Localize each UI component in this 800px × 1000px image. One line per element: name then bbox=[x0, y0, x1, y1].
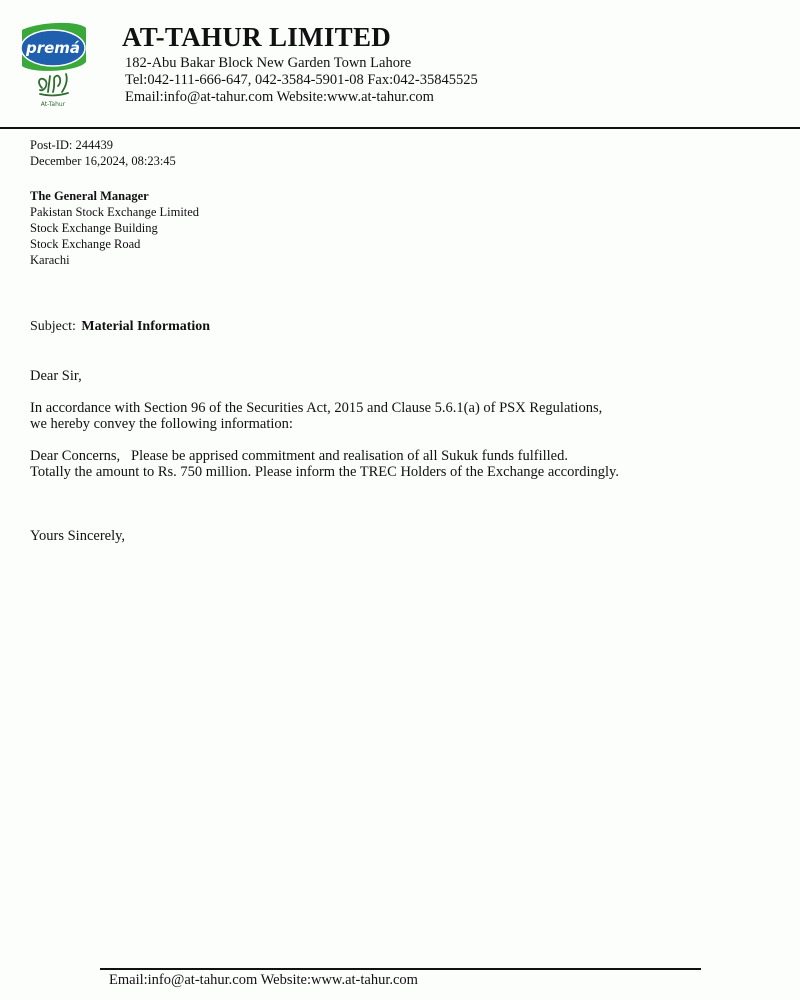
logo-sub-text: At-Tahur bbox=[40, 101, 66, 108]
company-email-website: Email:info@at-tahur.com Website:www.at-tahur.com bbox=[125, 89, 434, 105]
subject-line bbox=[30, 319, 210, 335]
recipient-line: Karachi bbox=[30, 253, 70, 267]
company-address: 182-Abu Bakar Block New Garden Town Lahore bbox=[125, 55, 412, 71]
company-logo bbox=[18, 22, 88, 112]
subject-label: Subject: bbox=[30, 319, 76, 334]
recipient-line: Stock Exchange Road bbox=[30, 237, 141, 251]
body-paragraph-2-line-1: Dear Concerns, Please be apprised commitment and realisation of all Sukuk funds fulfilled. bbox=[30, 448, 568, 464]
salutation: Dear Sir, bbox=[30, 368, 82, 384]
closing: Yours Sincerely, bbox=[30, 528, 126, 544]
subject-value: Material Information bbox=[81, 319, 211, 334]
calligraphy-emblem-icon bbox=[39, 74, 68, 95]
recipient-block bbox=[30, 188, 199, 268]
footer-contact: Email:info@at-tahur.com Website:www.at-tahur.com bbox=[109, 972, 418, 988]
recipient-line: Stock Exchange Building bbox=[30, 221, 158, 235]
recipient-line: Pakistan Stock Exchange Limited bbox=[30, 205, 200, 219]
footer-divider bbox=[100, 968, 701, 970]
company-phone-fax: Tel:042-111-666-647, 042-3584-5901-08 Fax:042-35845525 bbox=[125, 72, 478, 88]
body-paragraph-1-line-2: we hereby convey the following information: bbox=[30, 416, 293, 432]
logo-brand-text: premá bbox=[25, 39, 81, 57]
header-divider bbox=[0, 127, 800, 129]
body-paragraph-2-line-2: Totally the amount to Rs. 750 million. Please inform the TREC Holders of the Exchange accordingly. bbox=[30, 464, 619, 480]
body-paragraph-1-line-1: In accordance with Section 96 of the Securities Act, 2015 and Clause 5.6.1(a) of PSX Regulations, bbox=[30, 400, 603, 416]
recipient-name: The General Manager bbox=[30, 189, 149, 203]
post-datetime: December 16,2024, 08:23:45 bbox=[30, 154, 176, 168]
post-id: Post-ID: 244439 bbox=[30, 138, 113, 152]
company-name: AT-TAHUR LIMITED bbox=[122, 22, 392, 52]
